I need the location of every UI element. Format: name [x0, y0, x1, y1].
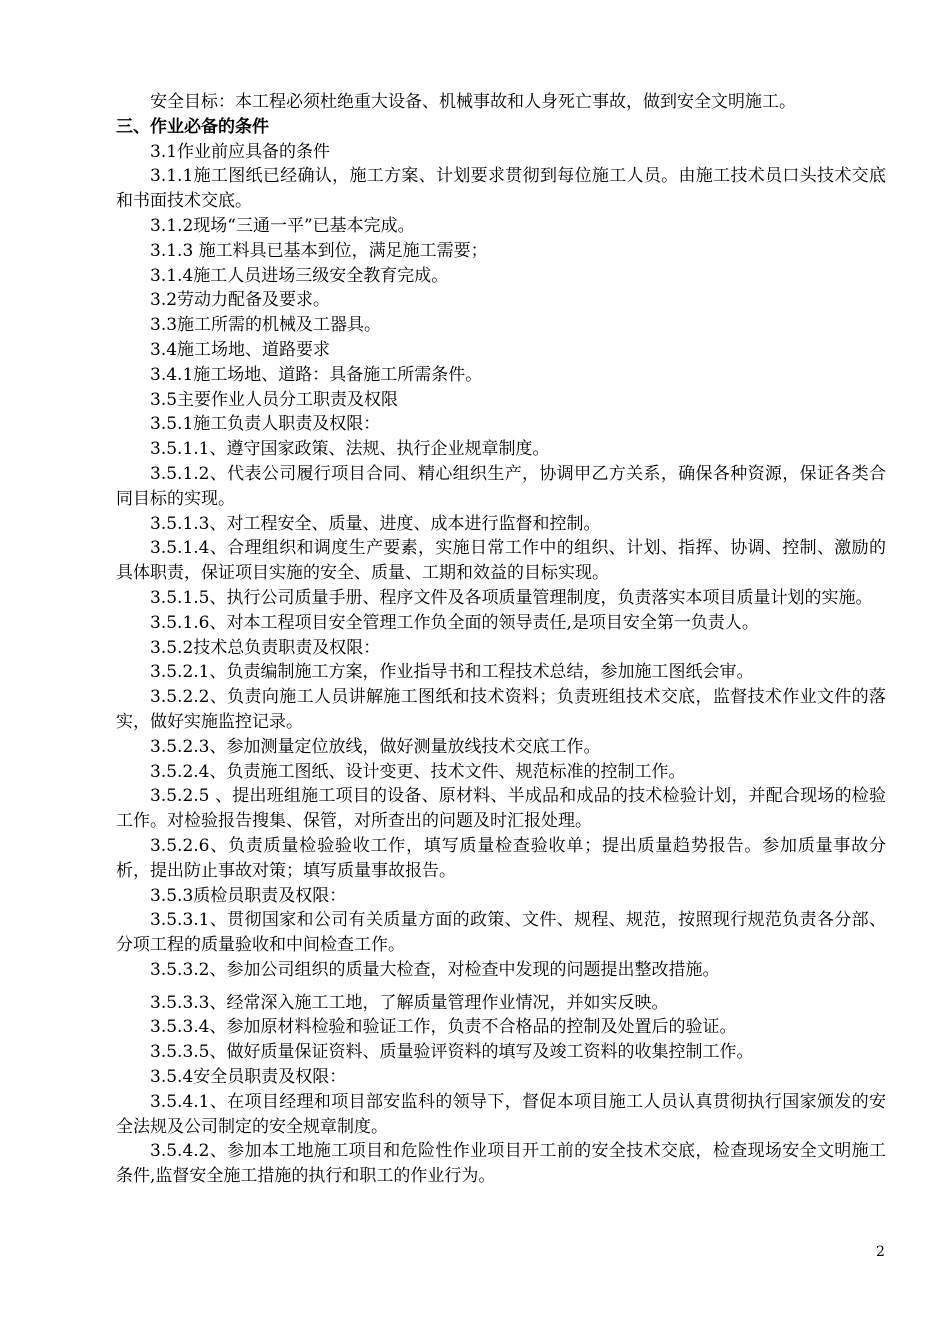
body-paragraph: 3.5.1.2、代表公司履行项目合同、精心组织生产，协调甲乙方关系，确保各种资源，保证各类合同目标的实现。	[116, 463, 886, 509]
body-paragraph: 3.5.2.5 、提出班组施工项目的设备、原材料、半成品和成品的技术检验计划，并配合现场的检验工作。对检验报告搜集、保管，对所查出的问题及时汇报处理。	[116, 786, 886, 832]
body-paragraph: 安全目标：本工程必须杜绝重大设备、机械事故和人身死亡事故，做到安全文明施工。	[150, 92, 796, 112]
body-paragraph: 3.5.1施工负责人职责及权限：	[150, 414, 381, 435]
body-paragraph: 3.5.4.1、在项目经理和项目部安监科的领导下，督促本项目施工人员认真贯彻执行国家颁发的安全法规及公司制定的安全规章制度。	[116, 1091, 886, 1137]
body-paragraph: 3.5.3.2、参加公司组织的质量大检查，对检查中发现的问题提出整改措施。	[150, 959, 720, 980]
body-paragraph: 3.3施工所需的机械及工器具。	[150, 315, 382, 336]
document-body	[116, 90, 886, 1189]
body-paragraph: 3.5.2.1、负责编制施工方案，作业指导书和工程技术总结，参加施工图纸会审。	[150, 662, 754, 683]
page-number: 2	[876, 1244, 885, 1260]
body-paragraph: 3.5.1.1、遵守国家政策、法规、执行企业规章制度。	[150, 439, 550, 460]
body-paragraph: 3.5.2技术总负责职责及权限：	[150, 637, 381, 658]
body-paragraph: 3.5.3.4、参加原材料检验和验证工作，负责不合格品的控制及处置后的验证。	[150, 1017, 737, 1038]
body-paragraph: 3.5.2.3、参加测量定位放线，做好测量放线技术交底工作。	[150, 736, 601, 757]
body-paragraph: 3.5.1.4、合理组织和调度生产要素，实施日常工作中的组织、计划、指挥、协调、控制、激励的具体职责，保证项目实施的安全、质量、工期和效益的目标实现。	[116, 538, 886, 584]
body-paragraph: 3.1.1施工图纸已经确认，施工方案、计划要求贯彻到每位施工人员。由施工技术员口头技术交底和书面技术交底。	[116, 166, 886, 212]
body-paragraph: 3.5.3质检员职责及权限：	[150, 885, 347, 906]
body-paragraph: 3.5.2.2、负责向施工人员讲解施工图纸和技术资料；负责班组技术交底，监督技术作业文件的落实，做好实施监控记录。	[116, 687, 886, 732]
body-paragraph: 3.5主要作业人员分工职责及权限	[150, 389, 399, 410]
body-paragraph: 3.5.3.1、贯彻国家和公司有关质量方面的政策、文件、规程、规范，按照现行规范负责各分部、分项工程的质量验收和中间检查工作。	[116, 910, 886, 956]
body-paragraph: 3.5.3.5、做好质量保证资料、质量验评资料的填写及竣工资料的收集控制工作。	[150, 1042, 754, 1063]
body-paragraph: 3.1.2现场“三通一平”已基本完成。	[150, 215, 415, 236]
body-paragraph: 3.5.2.6、负责质量检验验收工作，填写质量检查验收单；提出质量趋势报告。参加质量事故分析，提出防止事故对策；填写质量事故报告。	[116, 835, 886, 881]
body-paragraph: 3.5.4安全员职责及权限：	[150, 1067, 347, 1088]
body-paragraph: 3.5.1.5、执行公司质量手册、程序文件及各项质量管理制度，负责落实本项目质量计划的实施。	[150, 587, 873, 608]
body-paragraph: 3.5.1.6、对本工程项目安全管理工作负全面的领导责任,是项目安全第一负责人。	[150, 612, 759, 633]
body-paragraph: 3.2劳动力配备及要求。	[150, 290, 331, 311]
body-paragraph: 3.4施工场地、道路要求	[150, 339, 331, 360]
section-heading: 三、作业必备的条件	[116, 116, 269, 137]
body-paragraph: 3.5.3.3、经常深入施工工地，了解质量管理作业情况，并如实反映。	[150, 992, 669, 1013]
body-paragraph: 3.4.1施工场地、道路：具备施工所需条件。	[150, 364, 483, 385]
body-paragraph: 3.5.2.4、负责施工图纸、设计变更、技术文件、规范标准的控制工作。	[150, 761, 686, 782]
body-paragraph: 3.5.1.3、对工程安全、质量、进度、成本进行监督和控制。	[150, 513, 601, 534]
body-paragraph: 3.1.3 施工料具已基本到位，满足施工需要；	[150, 240, 488, 261]
body-paragraph: 3.1.4施工人员进场三级安全教育完成。	[150, 265, 449, 286]
body-paragraph: 3.5.4.2、参加本工地施工项目和危险性作业项目开工前的安全技术交底，检查现场安全文明施工条件,监督安全施工措施的执行和职工的作业行为。	[116, 1141, 886, 1187]
body-paragraph: 3.1作业前应具备的条件	[150, 141, 331, 162]
